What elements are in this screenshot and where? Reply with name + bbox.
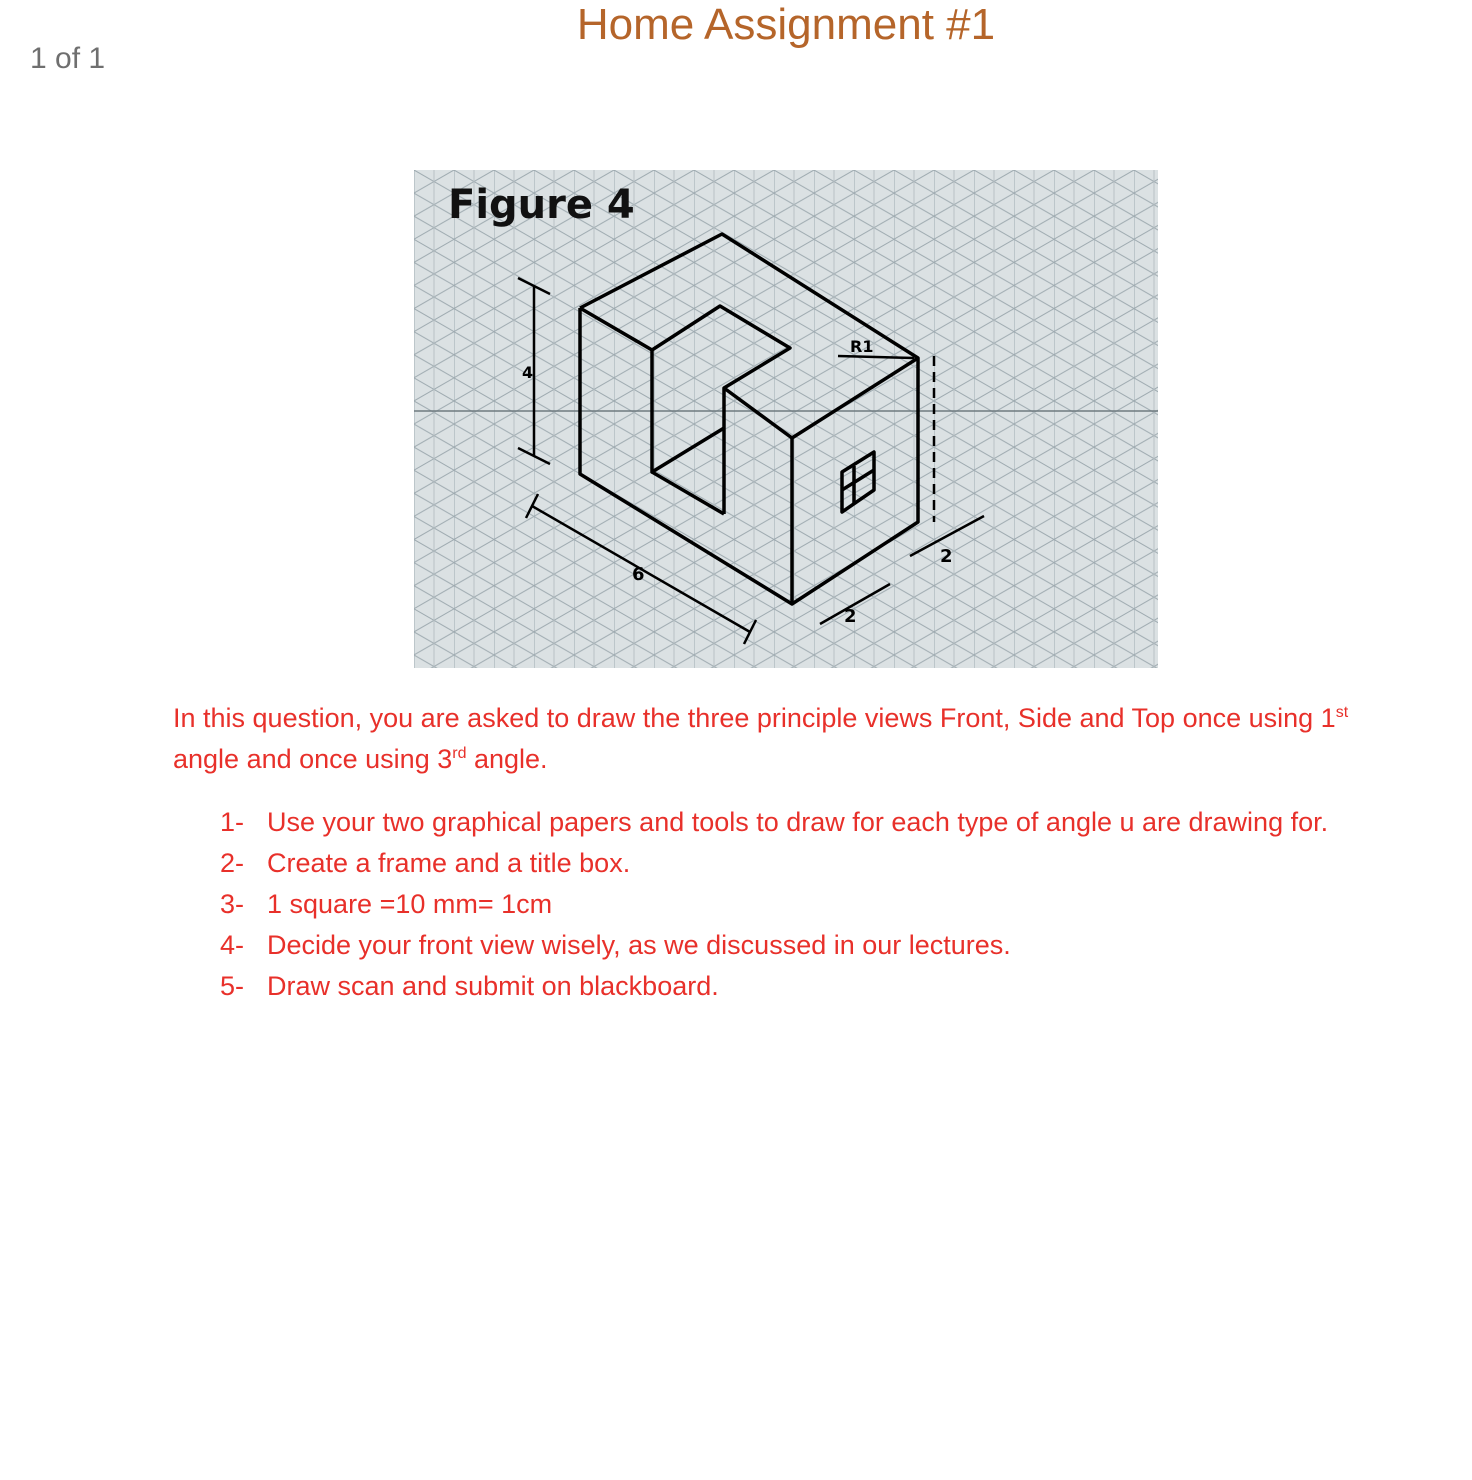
- document-title: Home Assignment #1: [576, 0, 996, 49]
- list-item: 5- Draw scan and submit on blackboard.: [220, 971, 719, 1001]
- figure-image: [414, 170, 1158, 668]
- width-dimension-label: 6: [632, 564, 645, 585]
- list-item: 3- 1 square =10 mm= 1cm: [220, 889, 553, 919]
- side-depth-label: 2: [940, 546, 953, 567]
- list-item: 1- Use your two graphical papers and tools to draw for each type of angle u are drawing for.: [220, 807, 1329, 837]
- list-item: 4- Decide your front view wisely, as we discussed in our lectures.: [220, 930, 1011, 960]
- list-item: 2- Create a frame and a title box.: [220, 848, 631, 878]
- page-indicator: 1 of 1: [30, 42, 106, 75]
- assignment-intro: In this question, you are asked to draw the three principle views Front, Side and Top once using 1st angle and once using 3rd angle.: [173, 703, 1349, 774]
- figure-caption: Figure 4: [448, 182, 635, 228]
- radius-label: R1: [850, 337, 874, 356]
- front-depth-label: 2: [844, 606, 857, 627]
- height-dimension-label: 4: [522, 363, 534, 382]
- assignment-steps: [220, 802, 1380, 1007]
